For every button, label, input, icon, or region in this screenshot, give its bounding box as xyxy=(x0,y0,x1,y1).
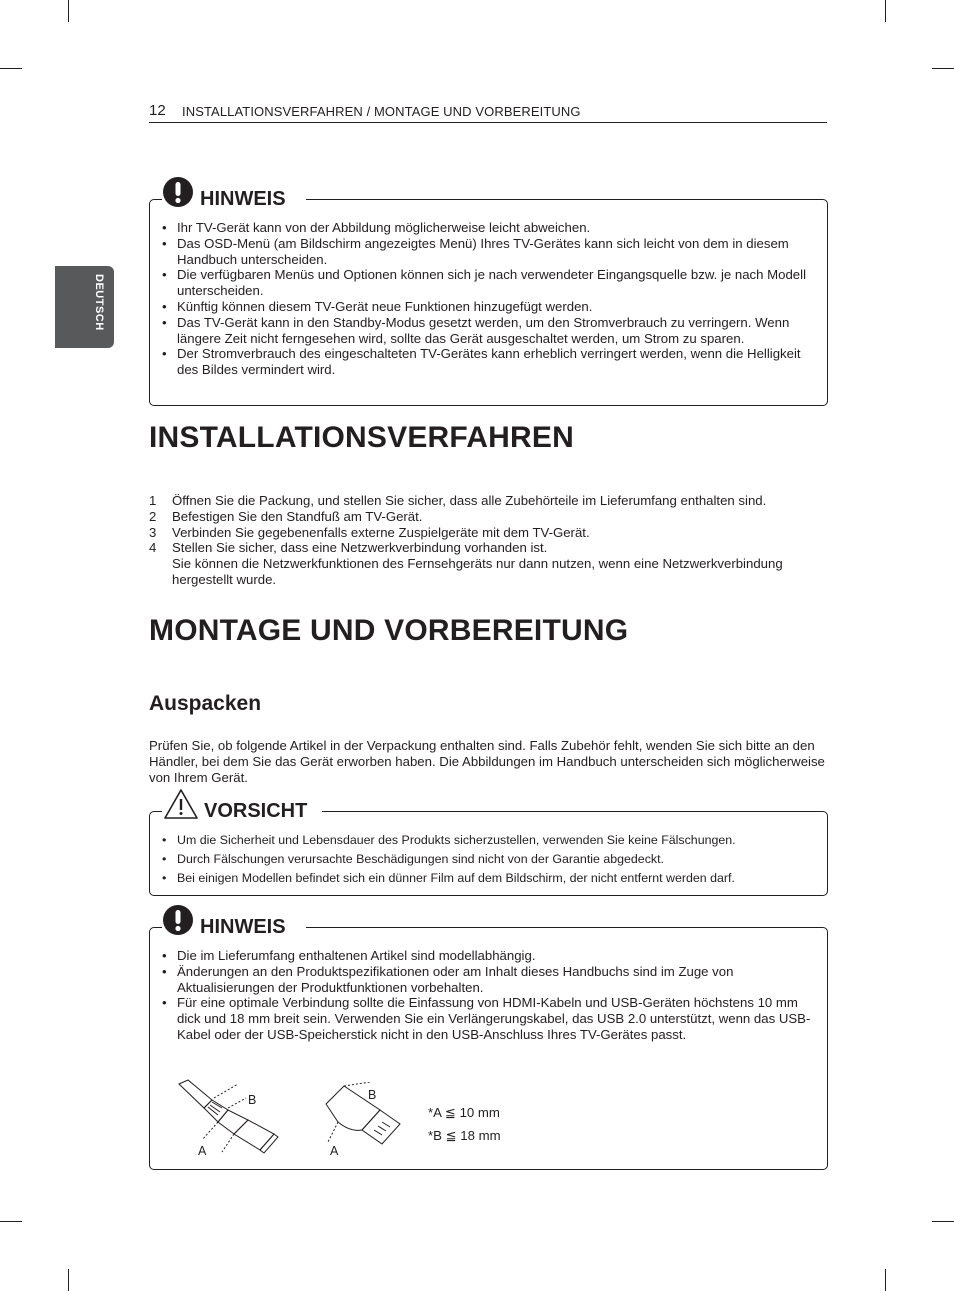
crop-mark xyxy=(885,1269,886,1291)
section-title-installation: INSTALLATIONSVERFAHREN xyxy=(149,421,574,454)
list-item xyxy=(149,493,834,509)
page-header xyxy=(149,100,827,123)
crop-mark xyxy=(68,0,69,22)
installation-steps xyxy=(149,493,834,588)
step-number: 4 xyxy=(149,540,157,556)
step-number: 1 xyxy=(149,493,157,508)
note-heading xyxy=(162,176,306,210)
hdmi-dimension-label-b: B xyxy=(248,1093,257,1107)
list-item: • Änderungen an den Produktspezifikationen oder am Inhalt dieses Handbuchs sind im Zuge von Aktualisierungen der Produktfunktionen vorbehalten. xyxy=(162,964,817,996)
list-item: • Für eine optimale Verbindung sollte die Einfassung von HDMI-Kabeln und USB-Geräten höchstens 10 mm dick und 18 mm breit sein. Verwenden Sie ein Verlängerungskabel, das USB 2.0 unterstützt, wenn das USB-Kabel oder der USB-Speicherstick nicht in den USB-Anschluss Ihres TV-Gerätes passt. xyxy=(162,995,817,1042)
crop-mark xyxy=(0,68,22,69)
usb-dimension-label-b: B xyxy=(368,1088,377,1102)
step-extra: Sie können die Netzwerkfunktionen des Fernsehgeräts nur dann nutzen, wenn eine Netzwerkverbindung hergestellt wurde. xyxy=(172,556,783,587)
usb-dimension-label-a: A xyxy=(330,1144,339,1158)
note-list xyxy=(162,220,817,378)
dimension-limit-b: *B ≦ 18 mm xyxy=(428,1128,501,1143)
note-heading xyxy=(162,904,306,938)
crop-mark xyxy=(68,1269,69,1291)
list-item xyxy=(149,509,834,525)
list-item: • Das OSD-Menü (am Bildschirm angezeigtes Menü) Ihres TV-Gerätes kann sich leicht von dem in diesem Handbuch unterscheiden. xyxy=(162,236,817,268)
step-text: Stellen Sie sicher, dass eine Netzwerkverbindung vorhanden ist. xyxy=(172,540,548,556)
subsection-title-auspacken: Auspacken xyxy=(149,692,262,715)
exclamation-icon xyxy=(162,176,194,208)
note-box xyxy=(149,188,828,406)
step-number: 2 xyxy=(149,508,157,524)
intro-paragraph: Prüfen Sie, ob folgende Artikel in der Verpackung enthalten sind. Falls Zubehör fehlt, wenden Sie sich bitte an den Händler, bei dem Sie das Gerät erworben haben. Die Abbildungen im Handbuch unterscheiden sich möglicherweise von Ihrem Gerät. xyxy=(149,738,825,785)
crop-mark xyxy=(932,1221,954,1222)
step-number: 3 xyxy=(149,524,157,540)
hdmi-dimension-label-a: A xyxy=(198,1144,207,1158)
list-item: • Das TV-Gerät kann in den Standby-Modus gesetzt werden, um den Stromverbrauch zu verringern. Wenn längere Zeit nicht ferngesehen wird, sollte das Gerät ausgeschaltet werden, um Strom zu sparen. xyxy=(162,315,817,347)
dimension-limit-a: *A ≦ 10 mm xyxy=(428,1105,500,1120)
list-item: • Der Stromverbrauch des eingeschalteten TV-Gerätes kann erheblich verringert werden, wenn die Helligkeit des Bildes vermindert wird. xyxy=(162,346,817,378)
note-box xyxy=(149,916,828,1170)
crop-mark xyxy=(885,0,886,22)
note-label: HINWEIS xyxy=(200,188,286,210)
caution-box xyxy=(149,800,828,896)
running-title: INSTALLATIONSVERFAHREN / MONTAGE UND VORBEREITUNG xyxy=(182,104,581,119)
caution-heading xyxy=(162,788,322,822)
list-item: • Die im Lieferumfang enthaltenen Artikel sind modellabhängig. xyxy=(162,948,817,964)
exclamation-icon xyxy=(162,904,194,936)
list-item: • Um die Sicherheit und Lebensdauer des Produkts sicherzustellen, verwenden Sie keine Fälschungen. xyxy=(162,831,817,850)
note-label: HINWEIS xyxy=(200,916,286,938)
list-item xyxy=(149,540,834,587)
step-text: Öffnen Sie die Packung, und stellen Sie sicher, dass alle Zubehörteile im Lieferumfang enthalten sind. xyxy=(172,493,767,508)
note-list xyxy=(162,948,817,1043)
list-item: • Die verfügbaren Menüs und Optionen können sich je nach verwendeter Eingangsquelle bzw. je nach Modell unterscheiden. xyxy=(162,267,817,299)
page-number: 12 xyxy=(149,102,166,119)
list-item: • Ihr TV-Gerät kann von der Abbildung möglicherweise leicht abweichen. xyxy=(162,220,817,236)
section-title-montage: MONTAGE UND VORBEREITUNG xyxy=(149,614,629,647)
list-item: • Bei einigen Modellen befindet sich ein dünner Film auf dem Bildschirm, der nicht entfernt werden darf. xyxy=(162,869,817,888)
list-item: • Durch Fälschungen verursachte Beschädigungen sind nicht von der Garantie abgedeckt. xyxy=(162,850,817,869)
crop-mark xyxy=(0,1221,22,1222)
caution-label: VORSICHT xyxy=(204,800,308,822)
caution-list xyxy=(162,831,817,888)
language-tab xyxy=(55,266,114,348)
hdmi-cable-illustration xyxy=(174,1078,294,1160)
step-text: Verbinden Sie gegebenenfalls externe Zuspielgeräte mit dem TV-Gerät. xyxy=(172,524,590,540)
step-text: Befestigen Sie den Standfuß am TV-Gerät. xyxy=(172,508,423,524)
language-tab-label: DEUTSCH xyxy=(93,274,105,331)
list-item xyxy=(149,525,834,541)
list-item: • Künftig können diesem TV-Gerät neue Funktionen hinzugefügt werden. xyxy=(162,299,817,315)
crop-mark xyxy=(932,68,954,69)
warning-triangle-icon xyxy=(163,788,199,820)
